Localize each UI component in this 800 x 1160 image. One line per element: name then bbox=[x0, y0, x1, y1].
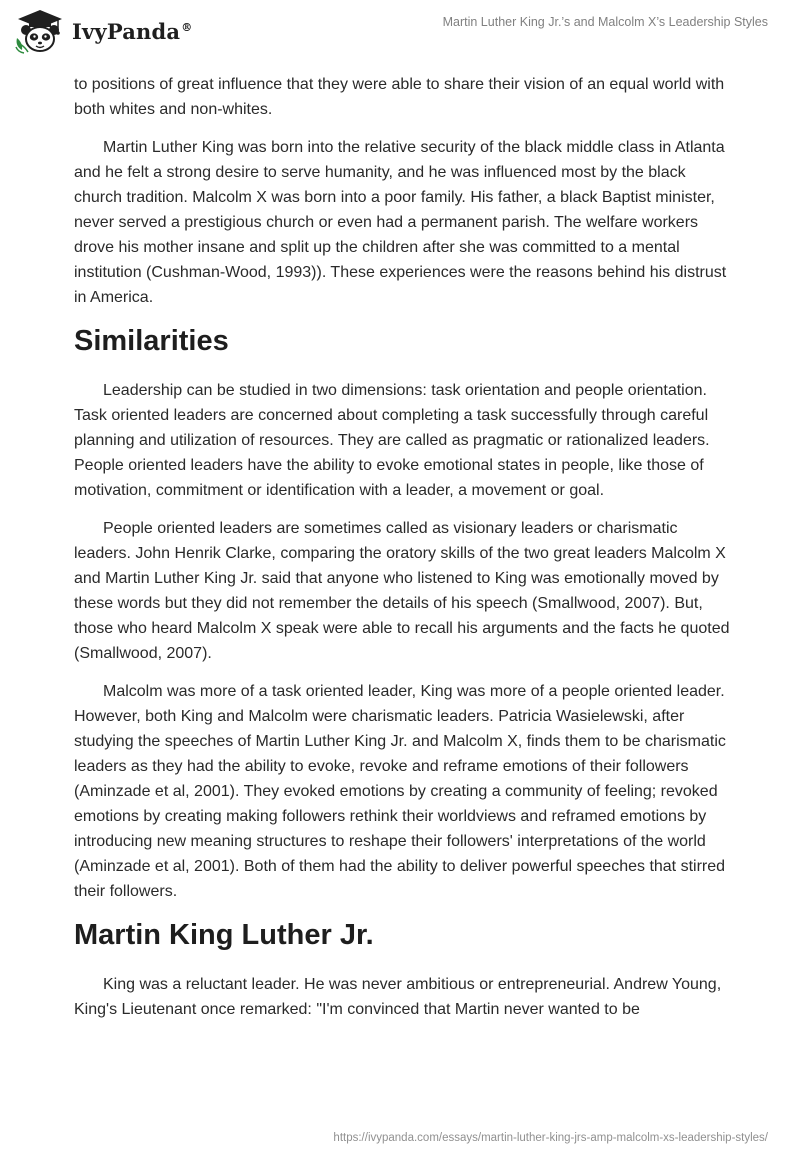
logo-name: IvyPanda bbox=[72, 18, 181, 44]
essay-body bbox=[74, 72, 730, 1035]
paragraph-backgrounds: Martin Luther King was born into the relative security of the black middle class in Atlanta and he felt a strong desire to serve humanity, and he was influenced most by the black church tradition. Malcolm X was born into a poor family. His father, a black Baptist minister, never served a prestigious church or even had a permanent parish. The welfare workers drove his mother insane and split up the children after she was committed to a mental institution (Cushman-Wood, 1993)). These experiences were the reasons behind his distrust in America. bbox=[74, 139, 727, 306]
heading-similarities: Similarities bbox=[74, 325, 229, 357]
source-url[interactable]: https://ivypanda.com/essays/martin-luther-king-jrs-amp-malcolm-xs-leadership-styles/ bbox=[333, 1132, 768, 1144]
registered-mark: ® bbox=[181, 20, 193, 34]
paragraph-charismatic-leaders: Malcolm was more of a task oriented leader, King was more of a people oriented leader. However, both King and Malcolm were charismatic leaders. Patricia Wasielewski, after studying the speeches of Martin Luther King Jr. and Malcolm X, finds them to be charismatic leaders as they had the ability to evoke, revoke and reframe emotions of their followers (Aminzade et al, 2001). They evoked emotions by creating a community of feeling; revoked emotions by creating making followers rethink their worldviews and reframed emotions by introducing new meaning structures to reshape their followers' interpretations of the world (Aminzade et al, 2001). Both of them had the ability to deliver powerful speeches that stirred their followers. bbox=[74, 683, 726, 900]
paragraph-visionary-leaders: People oriented leaders are sometimes called as visionary leaders or charismatic leaders. John Henrik Clarke, comparing the oratory skills of the two great leaders Malcolm X and Martin Luther King Jr. said that anyone who listened to King was emotionally moved by these words but they did not remember the details of his speech (Smallwood, 2007). But, those who heard Malcolm X speak were able to recall his arguments and the facts he quoted (Smallwood, 2007). bbox=[74, 520, 730, 662]
page-header bbox=[0, 0, 800, 70]
document-title: Martin Luther King Jr.’s and Malcolm X’s Leadership Styles bbox=[442, 15, 768, 29]
paragraph-leadership-dimensions: Leadership can be studied in two dimensions: task orientation and people orientation. Task oriented leaders are concerned about completing a task successfully through careful planning and utilization of resources. They are called as pragmatic or rationalized leaders. People oriented leaders have the ability to evoke emotional states in people, like those of motivation, commitment or identification with a leader, a movement or goal. bbox=[74, 382, 710, 499]
ivypanda-logo[interactable] bbox=[14, 8, 192, 54]
paragraph-continuation: to positions of great influence that they were able to share their vision of an equal world with both whites and non-whites. bbox=[74, 76, 725, 118]
paragraph-reluctant-leader: King was a reluctant leader. He was never ambitious or entrepreneurial. Andrew Young, King's Lieutenant once remarked: "I'm convinced that Martin never wanted to be bbox=[74, 976, 722, 1018]
logo-wordmark bbox=[72, 19, 192, 44]
panda-graduate-icon bbox=[14, 8, 66, 54]
heading-martin-king-luther-jr: Martin King Luther Jr. bbox=[74, 919, 374, 951]
